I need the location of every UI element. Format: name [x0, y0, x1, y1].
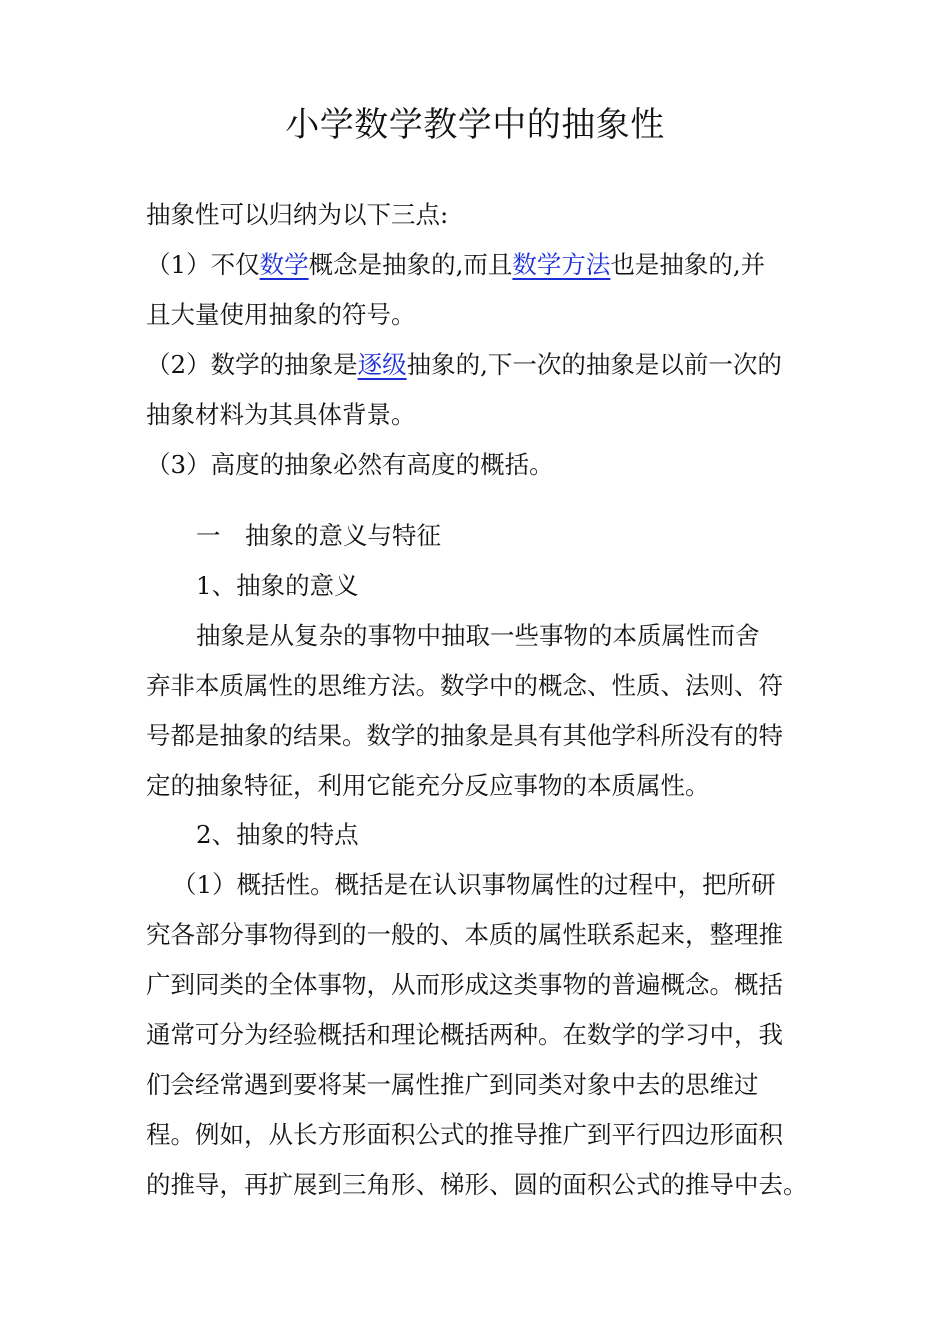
subsection-2-para-line: 们会经常遇到要将某一属性推广到同类对象中去的思维过	[146, 1070, 759, 1099]
point-1-line-1	[146, 248, 765, 282]
subsection-1-heading: 1、抽象的意义	[196, 571, 359, 600]
subsection-1-para-line: 弃非本质属性的思维方法。数学中的概念、性质、法则、符	[146, 671, 783, 700]
subsection-2-para-line: 的推导，再扩展到三角形、梯形、圆的面积公式的推导中去。	[146, 1170, 808, 1199]
point-1-text-a: （1）不仅	[146, 250, 260, 279]
point-2-line-2: 抽象材料为其具体背景。	[146, 400, 416, 429]
point-2-line-1	[146, 348, 782, 382]
link-zhuji[interactable]: 逐级	[357, 350, 407, 379]
point-1-line-2: 且大量使用抽象的符号。	[146, 300, 416, 329]
subsection-2-heading: 2、抽象的特点	[196, 820, 359, 849]
link-shuxue-fangfa[interactable]: 数学方法	[512, 250, 611, 279]
subsection-2-para-line: 通常可分为经验概括和理论概括两种。在数学的学习中，我	[146, 1020, 783, 1049]
point-2-text-a: （2）数学的抽象是	[146, 350, 358, 379]
subsection-2-para-line: 广到同类的全体事物，从而形成这类事物的普遍概念。概括	[146, 970, 783, 999]
point-2-text-b: 抽象的,下一次的抽象是以前一次的	[406, 350, 782, 379]
subsection-2-para-line: 究各部分事物得到的一般的、本质的属性联系起来，整理推	[146, 920, 783, 949]
subsection-1-para-line: 抽象是从复杂的事物中抽取一些事物的本质属性而舍	[196, 621, 760, 650]
point-3-line: （3）高度的抽象必然有高度的概括。	[146, 450, 554, 479]
intro-text: 抽象性可以归纳为以下三点:	[146, 200, 449, 229]
point-1-text-b: 概念是抽象的,而且	[308, 250, 513, 279]
document-title: 小学数学教学中的抽象性	[285, 105, 665, 145]
subsection-1-para-line: 定的抽象特征，利用它能充分反应事物的本质属性。	[146, 771, 710, 800]
section-1-heading: 一 抽象的意义与特征	[196, 521, 441, 550]
subsection-2-para-line: （1）概括性。概括是在认识事物属性的过程中，把所研	[172, 870, 776, 899]
link-shuxue[interactable]: 数学	[259, 250, 309, 279]
subsection-1-para-line: 号都是抽象的结果。数学的抽象是具有其他学科所没有的特	[146, 721, 783, 750]
point-1-text-c: 也是抽象的,并	[610, 250, 766, 279]
subsection-2-para-line: 程。例如，从长方形面积公式的推导推广到平行四边形面积	[146, 1120, 783, 1149]
